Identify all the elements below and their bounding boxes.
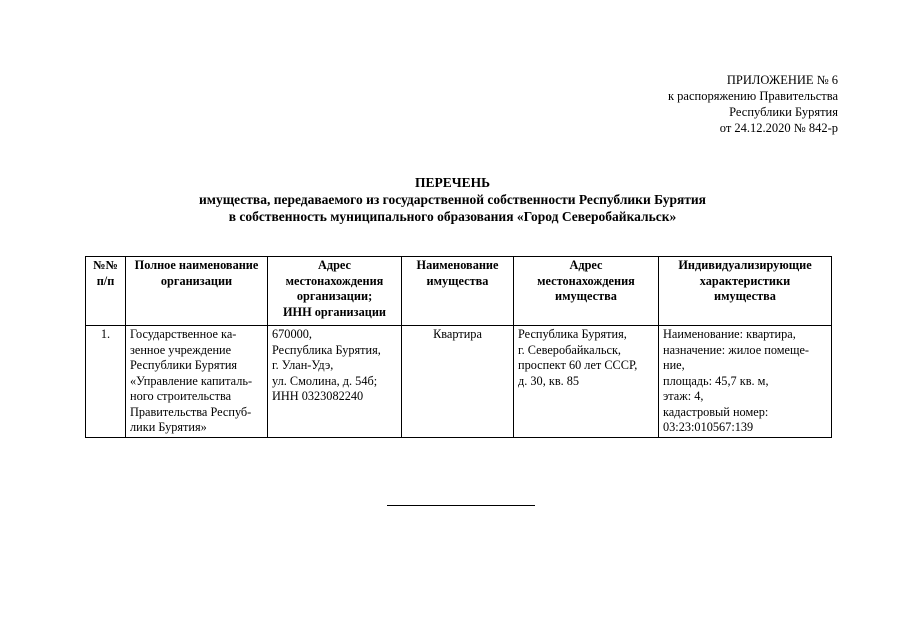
header-org-address <box>268 257 402 326</box>
cell-text: 03:23:010567:139 <box>663 420 754 434</box>
appendix-line: к распоряжению Правительства <box>667 89 838 103</box>
appendix-line: от 24.12.2020 № 842-р <box>719 121 838 135</box>
header-text: Адрес <box>569 258 603 272</box>
cell-text: ного строительства <box>130 389 232 403</box>
cell-text: проспект 60 лет СССР, <box>518 358 638 372</box>
appendix-block <box>668 72 838 136</box>
property-table <box>85 256 832 438</box>
cell-property-address <box>514 326 659 438</box>
cell-text: площадь: 45,7 кв. м, <box>663 373 769 388</box>
header-text: Наименование <box>416 258 499 272</box>
cell-text: д. 30, кв. 85 <box>518 373 580 388</box>
header-text: организации <box>160 273 233 288</box>
header-number <box>86 257 126 326</box>
appendix-line: Республики Бурятия <box>729 105 838 119</box>
cell-org-name <box>126 326 268 438</box>
appendix-line: ПРИЛОЖЕНИЕ № 6 <box>726 73 838 87</box>
header-text: характеристики <box>699 273 791 288</box>
cell-text: этаж: 4, <box>663 389 704 403</box>
header-text: местонахождения <box>285 273 384 288</box>
cell-text: 670000, <box>272 327 312 341</box>
header-text: имущества <box>714 289 776 303</box>
cell-text: г. Улан-Удэ, <box>272 358 334 372</box>
cell-text: Республика Бурятия, <box>272 342 381 357</box>
cell-text: Республики Бурятия <box>130 358 238 372</box>
header-text: имущества <box>426 273 489 288</box>
title-line: ПЕРЕЧЕНЬ <box>414 175 491 190</box>
title-line: имущества, передаваемого из государственной собственности Республики Бурятия <box>199 192 706 207</box>
cell-text: Наименование: квартира, <box>663 327 796 341</box>
closing-line <box>387 505 535 506</box>
header-property-name <box>402 257 514 326</box>
header-characteristics <box>659 257 832 326</box>
header-text: имущества <box>555 289 617 303</box>
cell-text: ул. Смолина, д. 54б; <box>272 373 378 388</box>
cell-text: Правительства Респуб- <box>130 404 252 419</box>
cell-text: Республика Бурятия, <box>518 327 627 341</box>
cell-text: Государственное ка- <box>130 327 237 341</box>
cell-text: «Управление капиталь- <box>130 373 253 388</box>
header-text: Индивидуализирующие <box>678 258 812 272</box>
header-text: №№ <box>93 258 118 272</box>
cell-number: 1. <box>86 326 126 438</box>
cell-text: ние, <box>663 358 685 372</box>
cell-characteristics <box>659 326 832 438</box>
header-text: п/п <box>96 273 115 288</box>
cell-text: ИНН 0323082240 <box>272 389 364 403</box>
document-title <box>0 174 905 225</box>
header-text: Адрес <box>317 258 351 272</box>
table-row <box>86 326 832 438</box>
cell-text: зенное учреждение <box>130 342 232 357</box>
title-line: в собственность муниципального образования «Город Северобайкальск» <box>228 209 677 224</box>
cell-text: назначение: жилое помеще- <box>663 342 809 357</box>
cell-text: кадастровый номер: <box>663 404 769 419</box>
header-property-address <box>514 257 659 326</box>
header-text: организации; <box>296 289 373 303</box>
header-text: Полное наименование <box>134 258 259 272</box>
cell-text: г. Северобайкальск, <box>518 342 622 357</box>
cell-org-address <box>268 326 402 438</box>
table-header-row <box>86 257 832 326</box>
header-text: ИНН организации <box>282 304 386 319</box>
header-org-name <box>126 257 268 326</box>
header-text: местонахождения <box>537 273 635 288</box>
cell-property-name: Квартира <box>402 326 514 438</box>
cell-text: лики Бурятия» <box>130 420 207 434</box>
